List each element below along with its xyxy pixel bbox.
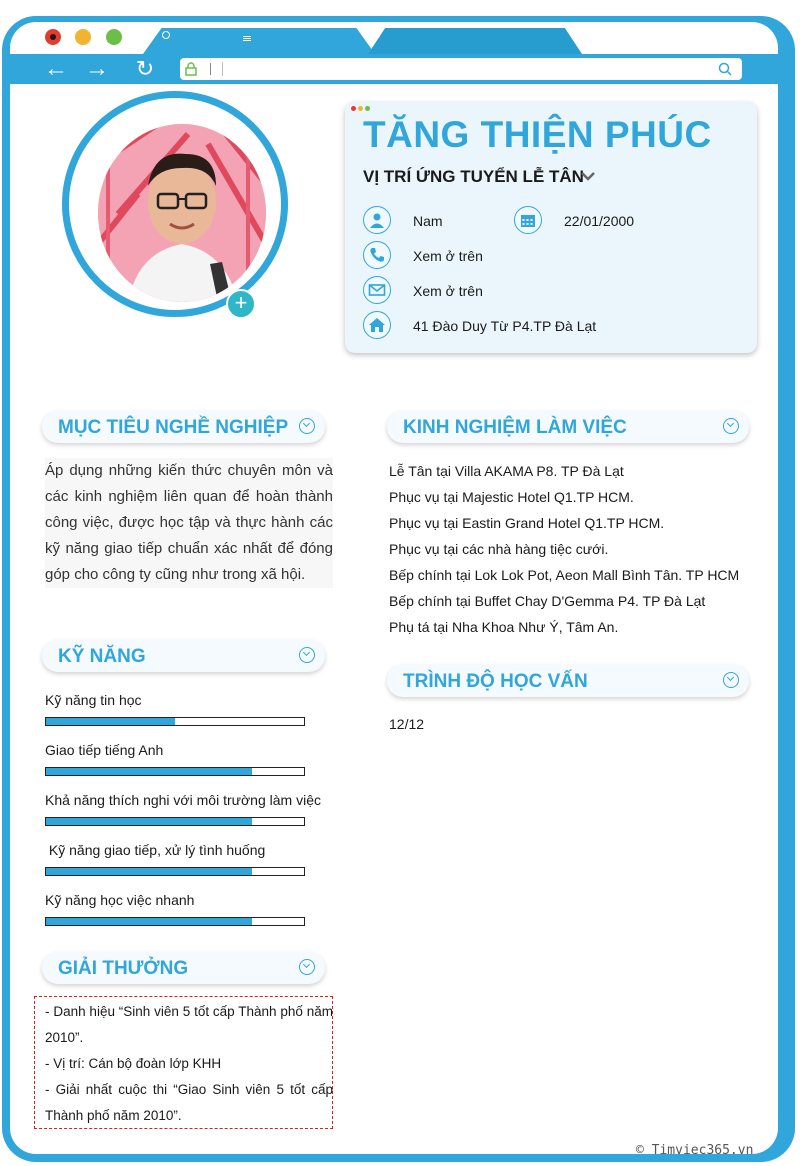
- email-value: Xem ở trên: [413, 283, 483, 299]
- chevron-circle-icon[interactable]: [299, 647, 315, 663]
- skill-bar-fill: [46, 818, 252, 825]
- education-header[interactable]: [387, 665, 749, 697]
- search-icon[interactable]: [718, 62, 732, 76]
- experience-header[interactable]: [387, 411, 749, 443]
- chevron-circle-icon[interactable]: [299, 418, 315, 434]
- skill-bar: [45, 717, 305, 726]
- education-value: 12/12: [389, 716, 425, 732]
- card-dot: [358, 106, 363, 111]
- card-dot: [351, 106, 356, 111]
- tab-favicon-icon: [372, 31, 380, 39]
- award-item: - Danh hiệu “Sinh viên 5 tốt cấp Thành phố năm 2010”.: [45, 1004, 333, 1045]
- card-dot: [365, 106, 370, 111]
- awards-box: [34, 996, 333, 1129]
- text-cursor: [210, 63, 211, 75]
- award-item: - Giải nhất cuộc thi “Giao Sinh viên 5 tốt cấp Thành phố năm 2010”.: [45, 1082, 333, 1123]
- calendar-icon: [514, 206, 542, 234]
- skill-bar: [45, 817, 305, 826]
- tab-active[interactable]: [143, 28, 375, 54]
- avatar: [98, 124, 266, 302]
- skill-label: Kỹ năng học việc nhanh: [45, 892, 195, 908]
- skill-label: Khả năng thích nghi với môi trường làm việc: [45, 792, 321, 808]
- refresh-icon[interactable]: ↻: [135, 56, 155, 81]
- awards-header[interactable]: [42, 952, 325, 984]
- experience-item: Phục vụ tại các nhà hàng tiệc cưới.: [389, 541, 609, 557]
- experience-item: Phục vụ tại Eastin Grand Hotel Q1.TP HCM.: [389, 515, 665, 531]
- phone-icon: [363, 241, 391, 269]
- tab-favicon-icon: [162, 31, 170, 39]
- skill-bar-fill: [46, 718, 175, 725]
- chevron-circle-icon[interactable]: [299, 959, 315, 975]
- home-icon: [363, 311, 391, 339]
- skills-header[interactable]: [42, 640, 325, 672]
- tab-inactive[interactable]: [368, 28, 582, 54]
- experience-item: Bếp chính tại Lok Lok Pot, Aeon Mall Bình Tân. TP HCM: [389, 567, 740, 583]
- maximize-dot[interactable]: [106, 29, 122, 45]
- skill-bar: [45, 917, 305, 926]
- chevron-down-icon[interactable]: [580, 170, 596, 182]
- skill-label: Kỹ năng tin học: [45, 692, 142, 708]
- award-item: - Vị trí: Cán bộ đoàn lớp KHH: [45, 1056, 222, 1071]
- footer-credit: © Timviec365.vn: [636, 1143, 754, 1158]
- awards-title: GIẢI THƯỞNG: [58, 958, 189, 979]
- chevron-circle-icon[interactable]: [723, 418, 739, 434]
- address-bar[interactable]: [180, 58, 742, 80]
- experience-item: Phụ tá tại Nha Khoa Như Ý, Tâm An.: [389, 619, 619, 635]
- experience-item: Bếp chính tại Buffet Chay D'Gemma P4. TP Đà Lạt: [389, 593, 706, 609]
- chevron-circle-icon[interactable]: [723, 672, 739, 688]
- skill-label: Giao tiếp tiếng Anh: [45, 742, 164, 758]
- close-dot[interactable]: [45, 29, 61, 45]
- experience-item: Lễ Tân tại Villa AKAMA P8. TP Đà Lạt: [389, 463, 624, 479]
- lock-icon: [185, 62, 197, 76]
- birthdate-value: 22/01/2000: [564, 213, 635, 229]
- skill-bar-fill: [46, 868, 252, 875]
- phone-value: Xem ở trên: [413, 248, 483, 264]
- objective-header[interactable]: [42, 411, 325, 443]
- skills-title: KỸ NĂNG: [58, 646, 146, 667]
- objective-title: MỤC TIÊU NGHỀ NGHIỆP: [58, 417, 289, 438]
- user-icon: [363, 206, 391, 234]
- objective-text: Áp dụng những kiến thức chuyên môn và các kinh nghiệm liên quan để hoàn thành công việc, được học tập và thực hành các kỹ năng giao tiếp chuẩn xác nhất để đóng góp cho công ty cũng như trong xã hội.: [45, 458, 333, 588]
- position-title: VỊ TRÍ ỨNG TUYỂN LỄ TÂN: [363, 167, 584, 186]
- minimize-dot[interactable]: [75, 29, 91, 45]
- skill-bar: [45, 867, 305, 876]
- add-photo-button[interactable]: +: [226, 289, 256, 319]
- address-value: 41 Đào Duy Từ P4.TP Đà Lạt: [413, 318, 597, 334]
- gender-value: Nam: [413, 213, 443, 229]
- mail-icon: [363, 276, 391, 304]
- skill-bar: [45, 767, 305, 776]
- text-cursor: [222, 62, 223, 76]
- candidate-name: TĂNG THIỆN PHÚC: [363, 114, 712, 155]
- skill-label: Kỹ năng giao tiếp, xử lý tình huống: [45, 842, 266, 858]
- menu-icon[interactable]: [243, 36, 251, 37]
- experience-item: Phục vụ tại Majestic Hotel Q1.TP HCM.: [389, 489, 634, 505]
- back-arrow-icon[interactable]: ←: [44, 55, 68, 82]
- forward-arrow-icon[interactable]: →: [85, 55, 109, 82]
- education-title: TRÌNH ĐỘ HỌC VẤN: [403, 671, 588, 692]
- skill-bar-fill: [46, 768, 252, 775]
- skill-bar-fill: [46, 918, 252, 925]
- experience-title: KINH NGHIỆM LÀM VIỆC: [403, 417, 627, 438]
